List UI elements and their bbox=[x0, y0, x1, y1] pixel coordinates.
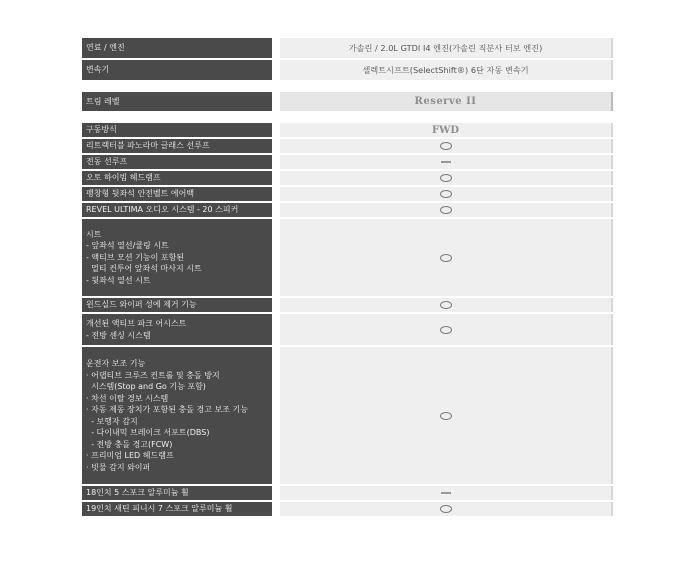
feature-label-line: 운전자 보조 기능 bbox=[86, 359, 146, 368]
feature-label-line: 멀티 컨투어 앞좌석 마사지 시트 bbox=[86, 264, 202, 274]
feature-value bbox=[280, 139, 613, 153]
feature-table bbox=[82, 123, 613, 518]
feature-row bbox=[82, 171, 613, 185]
feature-row bbox=[82, 123, 613, 137]
feature-label bbox=[82, 139, 272, 153]
standard-circle-icon bbox=[440, 254, 452, 262]
feature-row bbox=[82, 347, 613, 484]
feature-label-line: 시스템(Stop and Go 기능 포함) bbox=[86, 382, 206, 391]
feature-label-line: 리트랙터블 파노라마 글래스 선루프 bbox=[86, 141, 210, 151]
transmission-row bbox=[82, 60, 613, 80]
feature-label-line: 구동방식 bbox=[86, 125, 117, 135]
standard-circle-icon bbox=[440, 190, 452, 198]
feature-label bbox=[82, 502, 272, 516]
trim-row bbox=[82, 92, 613, 111]
feature-label-line: · 빗물 감지 와이퍼 bbox=[86, 462, 151, 472]
feature-label-line: - 보행자 감지 bbox=[86, 416, 138, 426]
feature-row bbox=[82, 219, 613, 296]
feature-label-line: · 차선 이탈 경보 시스템 bbox=[86, 393, 169, 403]
trim-section bbox=[82, 92, 613, 113]
feature-label-line: 18인치 5 스포크 알루미늄 휠 bbox=[86, 488, 189, 498]
feature-label bbox=[82, 314, 272, 345]
feature-label bbox=[82, 187, 272, 201]
feature-label-line: 19인치 새틴 피니시 7 스포크 알루미늄 휠 bbox=[86, 504, 233, 514]
feature-value bbox=[280, 123, 613, 137]
standard-circle-icon bbox=[440, 412, 452, 420]
feature-value bbox=[280, 298, 613, 312]
feature-label-line: 전동 선루프 bbox=[86, 157, 128, 167]
trim-label: 트림 레벨 bbox=[82, 92, 272, 111]
feature-value bbox=[280, 171, 613, 185]
feature-label-line: - 액티브 모션 기능이 포함된 bbox=[86, 252, 185, 262]
drive-type-value: FWD bbox=[431, 124, 459, 136]
feature-label-line: · 자동 제동 장치가 포함된 충돌 경고 보조 기능 bbox=[86, 405, 248, 414]
feature-label-line: 윈드실드 와이퍼 성에 제거 기능 bbox=[86, 300, 197, 310]
feature-label bbox=[82, 347, 272, 484]
feature-row bbox=[82, 298, 613, 312]
feature-label-line: · 어댑티브 크루즈 컨트롤 및 충돌 방지 bbox=[86, 370, 220, 380]
feature-label bbox=[82, 171, 272, 185]
spec-table bbox=[82, 38, 613, 82]
feature-label bbox=[82, 155, 272, 169]
feature-label-line: · 프리미엄 LED 헤드램프 bbox=[86, 451, 174, 460]
feature-row bbox=[82, 502, 613, 516]
feature-label bbox=[82, 203, 272, 217]
feature-row bbox=[82, 203, 613, 217]
feature-value bbox=[280, 155, 613, 169]
feature-value bbox=[280, 314, 613, 345]
feature-row bbox=[82, 486, 613, 500]
standard-circle-icon bbox=[440, 301, 452, 309]
feature-value bbox=[280, 203, 613, 217]
trim-value: Reserve II bbox=[280, 92, 613, 111]
transmission-label: 변속기 bbox=[82, 60, 272, 80]
feature-label-line: 개선된 액티브 파크 어시스트 bbox=[86, 319, 187, 328]
feature-label-line: - 뒷좌석 열선 시트 bbox=[86, 275, 151, 285]
feature-value bbox=[280, 347, 613, 484]
feature-label-line: - 전방 충돌 경고(FCW) bbox=[86, 439, 173, 449]
feature-label bbox=[82, 486, 272, 500]
feature-value bbox=[280, 486, 613, 500]
not-available-dash-icon bbox=[441, 161, 451, 162]
feature-label bbox=[82, 219, 272, 296]
feature-value bbox=[280, 502, 613, 516]
feature-label bbox=[82, 298, 272, 312]
standard-circle-icon bbox=[440, 505, 452, 513]
feature-row bbox=[82, 155, 613, 169]
standard-circle-icon bbox=[440, 174, 452, 182]
feature-label-line: REVEL ULTIMA 오디오 시스템 - 20 스피커 bbox=[86, 205, 239, 215]
standard-circle-icon bbox=[440, 142, 452, 150]
engine-label: 연료 / 엔진 bbox=[82, 38, 272, 58]
feature-label-line: - 다이내믹 브레이크 서포트(DBS) bbox=[86, 428, 210, 437]
standard-circle-icon bbox=[440, 326, 452, 334]
transmission-value: 셀렉트시프트(SelectShift®) 6단 자동 변속기 bbox=[280, 60, 613, 80]
feature-row bbox=[82, 139, 613, 153]
feature-row bbox=[82, 314, 613, 345]
feature-label-line: 팽창형 뒷좌석 안전벨트 에어백 bbox=[86, 189, 195, 199]
engine-value: 가솔린 / 2.0L GTDI I4 엔진(가솔린 직분사 터보 엔진) bbox=[280, 38, 613, 58]
feature-value bbox=[280, 187, 613, 201]
feature-label-line: - 앞좌석 열선/쿨링 시트 bbox=[86, 241, 169, 251]
feature-label-line: - 전방 센싱 시스템 bbox=[86, 330, 151, 340]
feature-row bbox=[82, 187, 613, 201]
feature-label-line: 시트 bbox=[86, 229, 102, 239]
feature-value bbox=[280, 219, 613, 296]
engine-row bbox=[82, 38, 613, 58]
not-available-dash-icon bbox=[441, 492, 451, 493]
feature-label-line: 오토 하이빔 헤드램프 bbox=[86, 173, 161, 183]
feature-label bbox=[82, 123, 272, 137]
standard-circle-icon bbox=[440, 206, 452, 214]
